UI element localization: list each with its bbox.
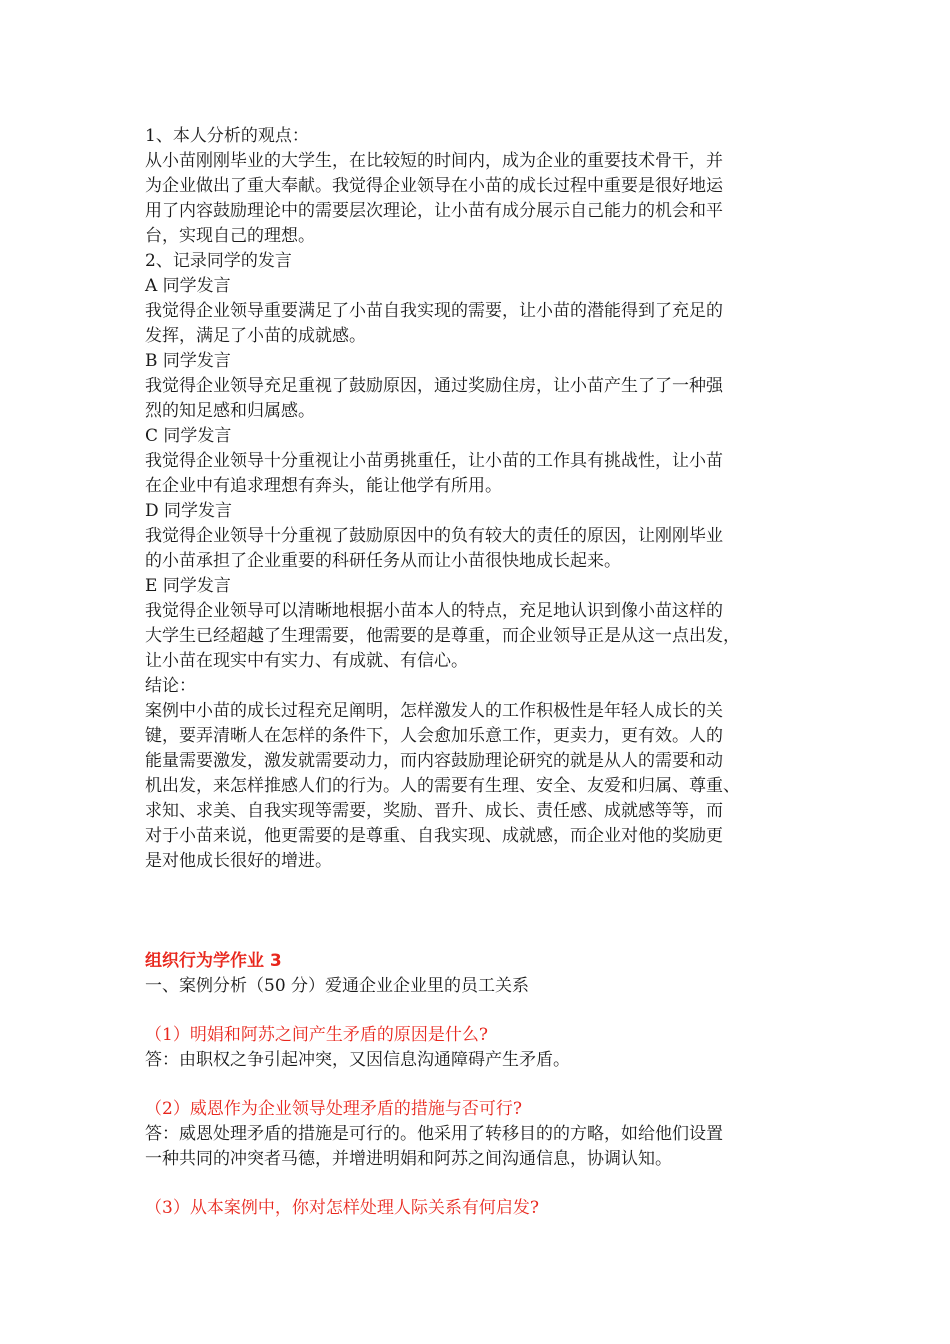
text-line: E 同学发言 bbox=[145, 576, 231, 596]
text-line: 为企业做出了重大奉献。我觉得企业领导在小苗的成长过程中重要是很好地运 bbox=[145, 176, 723, 196]
document-page bbox=[145, 124, 825, 1221]
text-line: 我觉得企业领导十分重视让小苗勇挑重任，让小苗的工作具有挑战性，让小苗 bbox=[145, 451, 723, 471]
text-line: 从小苗刚刚毕业的大学生，在比较短的时间内，成为企业的重要技术骨干，并 bbox=[145, 151, 723, 171]
text-line: 我觉得企业领导充足重视了鼓励原因，通过奖励住房，让小苗产生了了一种强 bbox=[145, 376, 723, 396]
text-line: 是对他成长很好的增进。 bbox=[145, 851, 332, 871]
text-line: 烈的知足感和归属感。 bbox=[145, 401, 315, 421]
text-line: 我觉得企业领导重要满足了小苗自我实现的需要，让小苗的潜能得到了充足的 bbox=[145, 301, 723, 321]
text-line: 能量需要激发，激发就需要动力，而内容鼓励理论研究的就是从人的需要和动 bbox=[145, 751, 723, 771]
question-3: （3）从本案例中，你对怎样处理人际关系有何启发? bbox=[145, 1198, 539, 1218]
text-line: 用了内容鼓励理论中的需要层次理论，让小苗有成分展示自己能力的机会和平 bbox=[145, 201, 723, 221]
text-line: 我觉得企业领导十分重视了鼓励原因中的负有较大的责任的原因，让刚刚毕业 bbox=[145, 526, 723, 546]
answer-2-line: 一种共同的冲突者马德，并增进明娟和阿苏之间沟通信息，协调认知。 bbox=[145, 1149, 672, 1169]
text-line: 我觉得企业领导可以清晰地根据小苗本人的特点，充足地认识到像小苗这样的 bbox=[145, 601, 723, 621]
text-line: 结论： bbox=[145, 676, 196, 696]
question-1: （1）明娟和阿苏之间产生矛盾的原因是什么? bbox=[145, 1025, 488, 1045]
text-line: 在企业中有追求理想有奔头，能让他学有所用。 bbox=[145, 476, 502, 496]
text-line: 1、本人分析的观点： bbox=[145, 126, 309, 146]
answer-2-line: 答：威恩处理矛盾的措施是可行的。他采用了转移目的的方略，如给他们设置 bbox=[145, 1124, 723, 1144]
text-line: 台，实现自己的理想。 bbox=[145, 226, 315, 246]
text-line: D 同学发言 bbox=[145, 501, 233, 521]
analysis-section bbox=[145, 124, 825, 874]
text-line: 键，要弄清晰人在怎样的条件下，人会愈加乐意工作，更卖力，更有效。人的 bbox=[145, 726, 723, 746]
text-line: B 同学发言 bbox=[145, 351, 231, 371]
case-subtitle: 一、案例分析（50 分）爱通企业企业里的员工关系 bbox=[145, 976, 530, 996]
section-title: 组织行为学作业 3 bbox=[145, 951, 282, 971]
text-line: 案例中小苗的成长过程充足阐明，怎样激发人的工作积极性是年轻人成长的关 bbox=[145, 701, 723, 721]
homework-section bbox=[145, 949, 825, 1221]
text-line: A 同学发言 bbox=[145, 276, 231, 296]
text-line: C 同学发言 bbox=[145, 426, 232, 446]
text-line: 发挥，满足了小苗的成就感。 bbox=[145, 326, 366, 346]
text-line: 大学生已经超越了生理需要，他需要的是尊重，而企业领导正是从这一点出发， bbox=[145, 626, 740, 646]
text-line: 机出发，来怎样推感人们的行为。人的需要有生理、安全、友爱和归属、尊重、 bbox=[145, 776, 740, 796]
text-line: 2、记录同学的发言 bbox=[145, 251, 292, 271]
text-line: 让小苗在现实中有实力、有成就、有信心。 bbox=[145, 651, 468, 671]
text-line: 求知、求美、自我实现等需要，奖励、晋升、成长、责任感、成就感等等，而 bbox=[145, 801, 723, 821]
text-line: 对于小苗来说，他更需要的是尊重、自我实现、成就感，而企业对他的奖励更 bbox=[145, 826, 723, 846]
answer-1-line: 答：由职权之争引起冲突，又因信息沟通障碍产生矛盾。 bbox=[145, 1050, 570, 1070]
text-line: 的小苗承担了企业重要的科研任务从而让小苗很快地成长起来。 bbox=[145, 551, 621, 571]
question-2: （2）威恩作为企业领导处理矛盾的措施与否可行? bbox=[145, 1099, 522, 1119]
